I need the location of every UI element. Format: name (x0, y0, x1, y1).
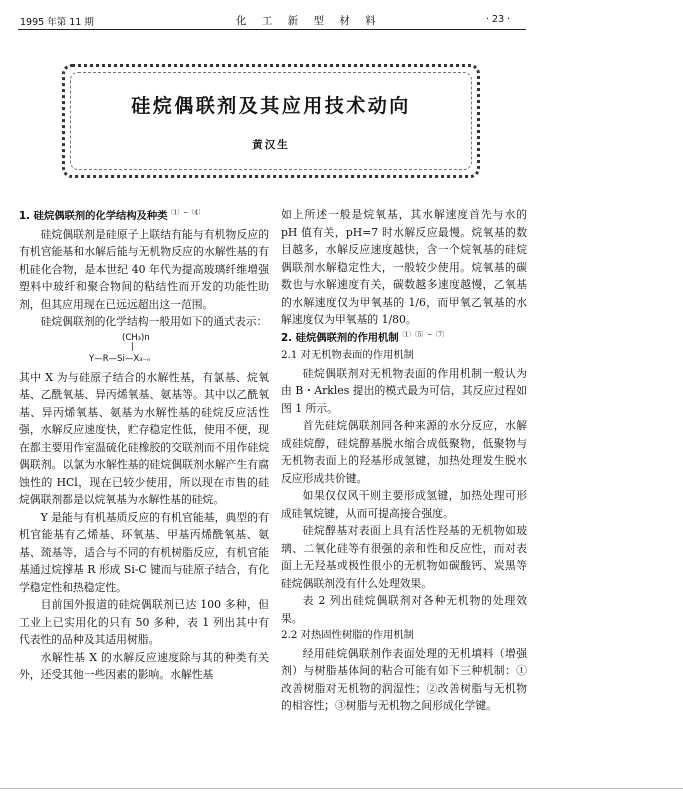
subsection-2-1-heading: 2.1 对无机物表面的作用机制 (281, 349, 414, 361)
title-frame (62, 64, 480, 178)
journal-name: 化 工 新 型 材 料 (236, 15, 382, 27)
section-2-heading (281, 329, 527, 348)
paragraph: 如上所述一般是烷氧基，其水解速度首先与水的 pH 值有关，pH=7 时水解反应最慢。烷氧基的数目越多，水解反应速度越快，含一个烷氧基的硅烷偶联剂水解稳定性大，一般较少使用。烷氧基的碳数也与水解速度有关，碳数越多速度越慢，乙氧基的水解速度仅为甲氧基的 1/6，而甲氧乙氧基的水解速度仅为甲氧基的 1/80。 (281, 208, 527, 326)
formula-main: Y—R—Si—X₃₋ₙ (89, 353, 151, 364)
section-1-ref: 〔1〕~〔4〕 (167, 209, 205, 217)
right-column (281, 206, 527, 715)
title-frame-inner (70, 72, 472, 170)
general-formula (19, 331, 269, 369)
paragraph: 硅烷偶联剂是硅原子上联结有能与有机物反应的有机官能基和水解后能与无机物反应的水解性基的有机硅化合物，是本世纪 40 年代为提高玻璃纤维增强塑料中玻纤和聚合物间的粘结性而开发的功能性助剂，但其应用现在已远远超出这一范围。 (19, 227, 269, 311)
paragraph: 硅烷偶联剂对无机物表面的作用机制一般认为由 B・Arkles 提出的模式最为可信，其反应过程如图 1 所示。 (281, 366, 527, 415)
paragraph: 硅烷偶联剂的化学结构一般用如下的通式表示： (40, 315, 268, 328)
article-title: 硅烷偶联剂及其应用技术动向 (131, 95, 411, 117)
article-author: 黄汉生 (252, 139, 290, 151)
section-2-ref: 〔1〕〔5〕~〔7〕 (398, 330, 449, 338)
paragraph: 硅烷醇基对表面上具有活性羟基的无机物如玻璃、二氧化硅等有很强的亲和性和反应性，而对表面上无羟基或极性很小的无机物如碳酸钙、炭黑等硅烷偶联剂没有什么处理效果。 (281, 524, 527, 590)
section-1-heading (19, 207, 269, 226)
page-number: · 23 · (486, 14, 511, 25)
paragraph: 其中 X 为与硅原子结合的水解性基，有氯基、烷氧基、乙酰氧基、异丙烯氧基、氨基等。其中以乙酰氧基、异丙烯氧基、氨基为水解性基的硅烷反应活性强，水解反应速度快，贮存稳定性低，使用不便，现在都主要用作室温硫化硅橡胶的交联剂而不用作硅烷偶联剂。以氯为水解性基的硅烷偶联剂水解产生有腐蚀性的 HCl，现在已较少使用，所以现在市售的硅烷偶联剂都是以烷氧基为水解性基的硅烷。 (19, 370, 269, 506)
paragraph: Y 是能与有机基质反应的有机官能基，典型的有机官能基有乙烯基、环氧基、甲基丙烯酰氧基、氨基、巯基等，适合与不同的有机树脂反应，有机官能基通过烷撑基 R 形成 Si-C 键而与硅原子结合，有化学稳定性和热稳定性。 (19, 510, 269, 594)
issue-label: 1995 年第 11 期 (20, 17, 94, 28)
paragraph: 表 2 列出硅烷偶联剂对各种无机物的处理效果。 (281, 594, 527, 625)
subsection-2-2-heading: 2.2 对热固性树脂的作用机制 (281, 629, 414, 641)
paragraph: 经用硅烷偶联剂作表面处理的无机填料（增强剂）与树脂基体间的粘合可能有如下三种机制：①改善树脂对无机物的润湿性；②改善树脂与无机物的相容性；③树脂与无机物之间形成化学键。 (281, 646, 527, 712)
section-1-heading-text: 1. 硅烷偶联剂的化学结构及种类 (19, 210, 168, 222)
paragraph: 水解性基 X 的水解反应速度除与其的种类有关外，还受其他一些因素的影响。水解性基 (19, 650, 269, 681)
formula-bond: | (131, 341, 134, 352)
paragraph: 如果仅仅风干则主要形成氢键，加热处理可形成硅氧烷键，从而可提高接合强度。 (281, 489, 527, 520)
paragraph: 目前国外报道的硅烷偶联剂已达 100 多种，但工业上已实用化的只有 50 多种，表 1 列出其中有代表性的品种及其适用树脂。 (19, 598, 269, 646)
paragraph: 首先硅烷偶联剂同各种来源的水分反应，水解成硅烷醇，硅烷醇基脱水缩合成低聚物，低聚物与无机物表面上的羟基形成氢键，加热处理发生脱水反应形成共价键。 (281, 419, 527, 485)
header-rule (18, 29, 526, 30)
left-column (19, 207, 269, 684)
page-bottom-edge (0, 788, 683, 789)
formula-substituent: (CH₃)n (122, 332, 150, 343)
section-2-heading-text: 2. 硅烷偶联剂的作用机制 (281, 331, 399, 344)
running-header (0, 0, 683, 30)
